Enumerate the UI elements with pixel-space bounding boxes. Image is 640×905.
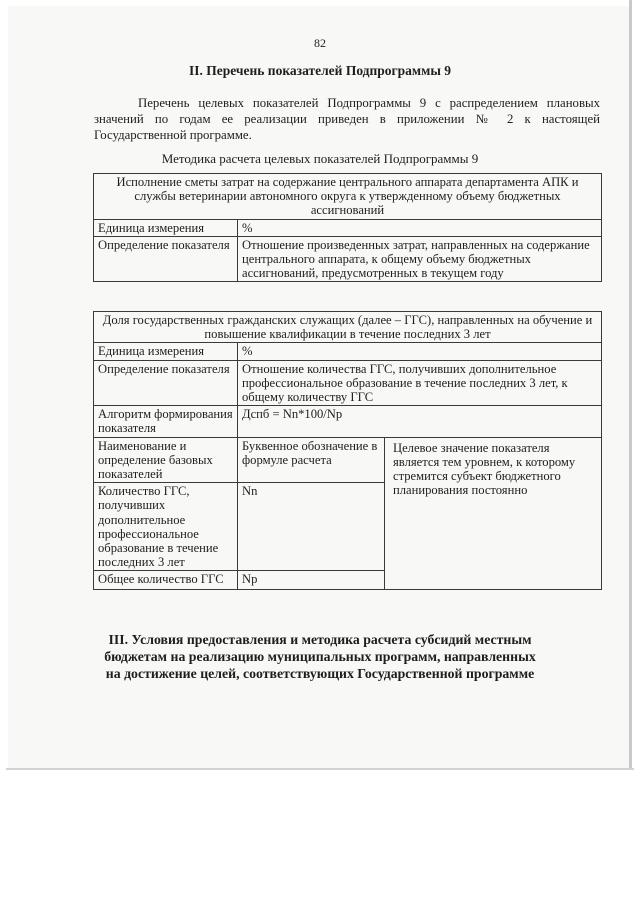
table1-unit-value: % <box>238 219 602 236</box>
section-2-title: II. Перечень показателей Подпрограммы 9 <box>188 63 451 78</box>
table-row-name: Количество ГГС, получивших дополнительное профессиональное образование в течение последних 3 лет <box>94 483 238 571</box>
table2-col-name: Наименование и определение базовых показателей <box>94 437 238 483</box>
table2-algorithm-label: Алгоритм формирования показателя <box>94 406 238 437</box>
section-3-title: III. Условия предоставления и методика расчета субсидий местным бюджетам на реализацию муниципальных программ, направленных на достижение целей, соответствующих Государственной программе <box>104 632 536 681</box>
table-row-symbol: Np <box>238 571 385 589</box>
table-row-name: Общее количество ГГС <box>94 571 238 589</box>
table2-target-note: Целевое значение показателя является тем уровнем, к которому стремится субъект бюджетного планирования постоянно <box>385 437 602 589</box>
page-number: 82 <box>314 36 326 50</box>
method-caption: Методика расчета целевых показателей Подпрограммы 9 <box>161 151 479 166</box>
table1-definition-value: Отношение произведенных затрат, направленных на содержание центрального аппарата, к общему объему бюджетных ассигнований, предусмотренных в текущем году <box>238 236 602 282</box>
intro-paragraph: Перечень целевых показателей Подпрограммы 9 с распределением плановых значений по годам ее реализации приведен в приложении № 2 к настоящей Государственной программе. <box>94 96 600 142</box>
table1-unit-label: Единица измерения <box>94 219 238 236</box>
table2-unit-label: Единица измерения <box>94 343 238 360</box>
table2-unit-value: % <box>238 343 602 360</box>
table1-header: Исполнение сметы затрат на содержание центрального аппарата департамента АПК и службы ветеринарии автономного округа к утвержденному объему бюджетных ассигнований <box>94 174 602 220</box>
table2-header: Доля государственных гражданских служащих (далее – ГГС), направленных на обучение и повышение квалификации в течение последних 3 лет <box>94 312 602 343</box>
table2-definition-value: Отношение количества ГГС, получивших дополнительное профессиональное образование в течение последних 3 лет, к общему количеству ГГС <box>238 360 602 406</box>
indicator-table-2 <box>93 311 602 590</box>
indicator-table-1 <box>93 173 602 282</box>
table2-definition-label: Определение показателя <box>94 360 238 406</box>
table2-col-symbol: Буквенное обозначение в формуле расчета <box>238 437 385 483</box>
table2-algorithm-value: Дспб = Nn*100/Np <box>238 406 602 437</box>
page-edge-shadow-bottom <box>6 768 634 770</box>
table-row-symbol: Nn <box>238 483 385 571</box>
table1-definition-label: Определение показателя <box>94 236 238 282</box>
page-edge-shadow <box>629 0 632 770</box>
